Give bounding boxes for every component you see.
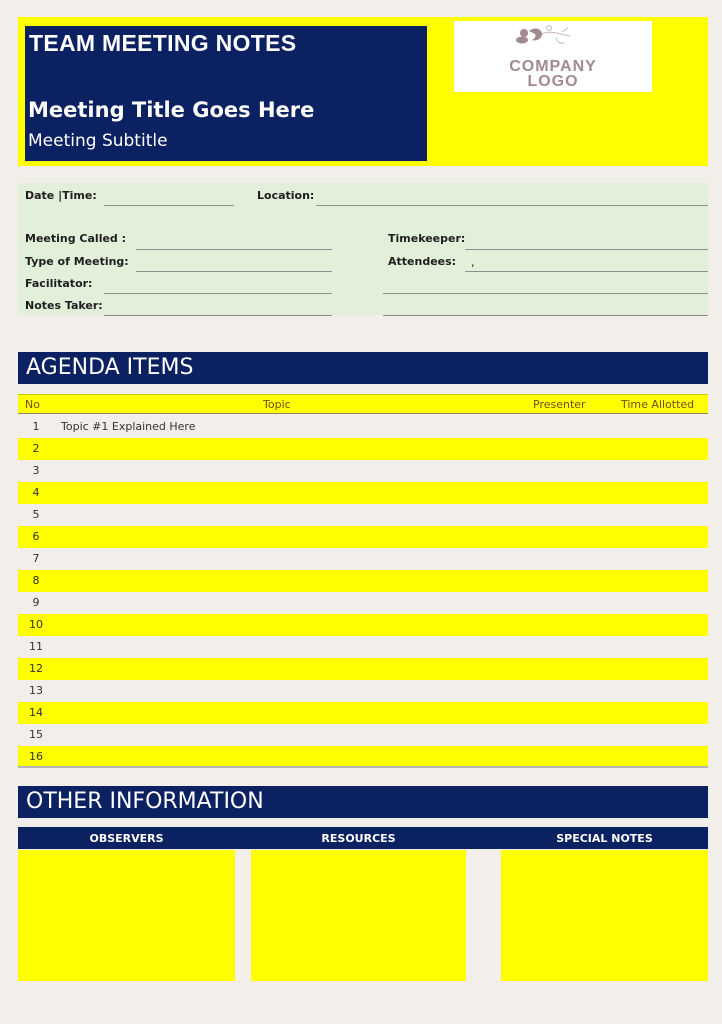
- agenda-row-number: 6: [32, 530, 40, 543]
- timekeeper-field[interactable]: [465, 249, 708, 250]
- attendees-field[interactable]: [465, 271, 708, 272]
- agenda-row-number: 13: [29, 684, 43, 697]
- agenda-row[interactable]: [18, 746, 708, 768]
- agenda-row[interactable]: [18, 658, 708, 680]
- agenda-row[interactable]: [18, 636, 708, 658]
- meeting-called-label: Meeting Called :: [25, 232, 127, 245]
- attendees-value: ,: [471, 256, 475, 269]
- agenda-row-number: 7: [32, 552, 40, 565]
- date-time-label: Date |Time:: [25, 189, 97, 202]
- agenda-row[interactable]: [18, 702, 708, 724]
- agenda-row-number: 1: [32, 420, 40, 433]
- agenda-row-number: 10: [29, 618, 43, 631]
- agenda-row[interactable]: [18, 614, 708, 636]
- agenda-row-number: 2: [32, 442, 40, 455]
- agenda-row-number: 3: [32, 464, 40, 477]
- agenda-row[interactable]: [18, 460, 708, 482]
- type-of-meeting-field[interactable]: [136, 271, 332, 272]
- facilitator-field[interactable]: [104, 293, 332, 294]
- agenda-row[interactable]: [18, 680, 708, 702]
- agenda-row-number: 5: [32, 508, 40, 521]
- timekeeper-label: Timekeeper:: [388, 232, 466, 245]
- facilitator-extra-field[interactable]: [383, 293, 708, 294]
- meeting-title[interactable]: Meeting Title Goes Here: [28, 98, 315, 122]
- meeting-called-field[interactable]: [136, 249, 332, 250]
- agenda-table-bottom-border: [18, 766, 708, 768]
- meeting-subtitle[interactable]: Meeting Subtitle: [28, 131, 168, 151]
- notes-taker-field[interactable]: [104, 315, 332, 316]
- resources-header: RESOURCES: [321, 832, 396, 845]
- agenda-row[interactable]: [18, 504, 708, 526]
- agenda-row[interactable]: [18, 548, 708, 570]
- column-topic: Topic: [263, 398, 291, 411]
- column-no: No: [25, 398, 40, 411]
- company-logo: [454, 21, 652, 92]
- location-field[interactable]: [316, 205, 708, 206]
- agenda-table-header: [18, 394, 708, 414]
- agenda-row-number: 14: [29, 706, 43, 719]
- agenda-row[interactable]: [18, 526, 708, 548]
- observers-box[interactable]: [18, 850, 235, 981]
- agenda-row[interactable]: [18, 570, 708, 592]
- agenda-row[interactable]: [18, 416, 708, 438]
- resources-box[interactable]: [251, 850, 466, 981]
- notes-taker-extra-field[interactable]: [383, 315, 708, 316]
- attendees-label: Attendees:: [388, 255, 457, 268]
- logo-text-line2: LOGO: [527, 73, 579, 90]
- agenda-row-topic[interactable]: Topic #1 Explained Here: [61, 420, 196, 433]
- observers-header: OBSERVERS: [89, 832, 164, 845]
- agenda-row[interactable]: [18, 724, 708, 746]
- agenda-row-number: 11: [29, 640, 43, 653]
- type-of-meeting-label: Type of Meeting:: [25, 255, 129, 268]
- location-label: Location:: [257, 189, 315, 202]
- logo-figure-icon: [512, 24, 578, 50]
- notes-taker-label: Notes Taker:: [25, 299, 103, 312]
- agenda-row-number: 4: [32, 486, 40, 499]
- agenda-row-number: 12: [29, 662, 43, 675]
- other-info-section-title: OTHER INFORMATION: [18, 786, 708, 818]
- agenda-row-number: 8: [32, 574, 40, 587]
- other-info-column-headers: [18, 827, 708, 849]
- special-notes-header: SPECIAL NOTES: [556, 832, 653, 845]
- agenda-row[interactable]: [18, 438, 708, 460]
- agenda-section-title: AGENDA ITEMS: [18, 352, 708, 384]
- logo-text-line1: COMPANY: [509, 58, 597, 75]
- agenda-row-number: 15: [29, 728, 43, 741]
- column-presenter: Presenter: [533, 398, 586, 411]
- facilitator-label: Facilitator:: [25, 277, 93, 290]
- date-time-field[interactable]: [104, 205, 234, 206]
- agenda-row-number: 9: [32, 596, 40, 609]
- special-notes-box[interactable]: [501, 850, 708, 981]
- column-time-allotted: Time Allotted: [621, 398, 695, 411]
- document-title: TEAM MEETING NOTES: [29, 30, 297, 56]
- agenda-row-number: 16: [29, 750, 43, 763]
- agenda-row[interactable]: [18, 482, 708, 504]
- agenda-row[interactable]: [18, 592, 708, 614]
